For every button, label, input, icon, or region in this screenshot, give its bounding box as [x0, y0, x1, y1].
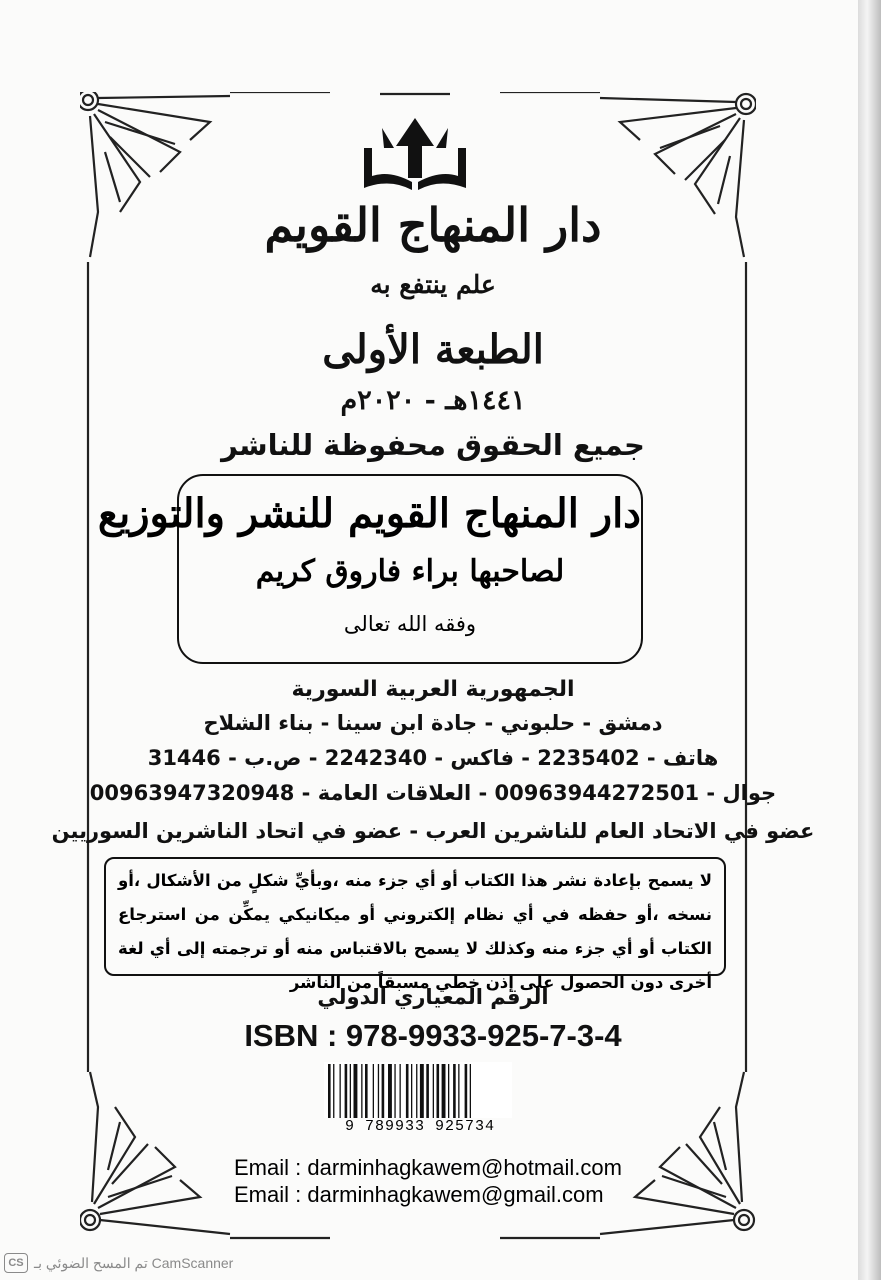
contact-mobile: جوال - 00963944272501 - العلاقات العامة - 00963947320948 [89, 781, 777, 805]
imprint-box [97, 474, 643, 664]
rights-statement: جميع الحقوق محفوظة للناشر [221, 428, 645, 462]
book-logo-icon [360, 108, 470, 198]
email-hotmail: Email : darminhagkawem@hotmail.com [234, 1155, 622, 1180]
publisher-logo [360, 108, 470, 198]
imprint-owner: لصاحبها براء فاروق كريم [255, 554, 565, 589]
page-edge [858, 0, 881, 1280]
contact-address: دمشق - حلبوني - جادة ابن سينا - بناء الشلاح [203, 711, 663, 735]
contact-membership: عضو في الاتحاد العام للناشرين العرب - عضو في اتحاد الناشرين السوريين [51, 819, 815, 843]
isbn-label: الرقم المعياري الدولي [317, 985, 549, 1009]
edition-date: ١٤٤١هـ - ٢٠٢٠م [340, 385, 526, 416]
imprint-blessing: وفقه الله تعالى [343, 612, 477, 636]
contact-phone: هاتف - 2235402 - فاكس - 2242340 - ص.ب - 31446 [147, 746, 719, 770]
imprint-name: دار المنهاج القويم للنشر والتوزيع [97, 490, 641, 537]
camscanner-badge-icon: CS [4, 1253, 28, 1273]
publisher-name: دار المنهاج القويم [264, 198, 602, 252]
email-gmail: Email : darminhagkawem@gmail.com [234, 1182, 604, 1207]
barcode-digits: 9 789933 925734 [320, 1118, 520, 1135]
isbn-value: ISBN : 978-9933-925-7-3-4 [244, 1018, 622, 1053]
contact-country: الجمهورية العربية السورية [291, 677, 575, 702]
edition-title: الطبعة الأولى [322, 326, 544, 373]
scanner-watermark-text: تم المسح الضوئي بـ CamScanner [34, 1254, 234, 1271]
copyright-notice: لا يسمح بإعادة نشر هذا الكتاب أو أي جزء منه ،وبأيِّ شكلٍ من الأشكال ،أو نسخه ،أو حفظه في أي نظام إلكتروني أو ميكانيكي يمكِّن من استرجاع الكتاب أو أي جزء منه وكذلك لا يسمح بالاقتباس منه أو ترجمته إلى أي لغة أخرى دون الحصول على إذن خطي مسبقاً من الناشر [104, 857, 726, 976]
publisher-motto: علم ينتفع به [370, 270, 496, 299]
scanner-watermark [4, 1250, 304, 1276]
